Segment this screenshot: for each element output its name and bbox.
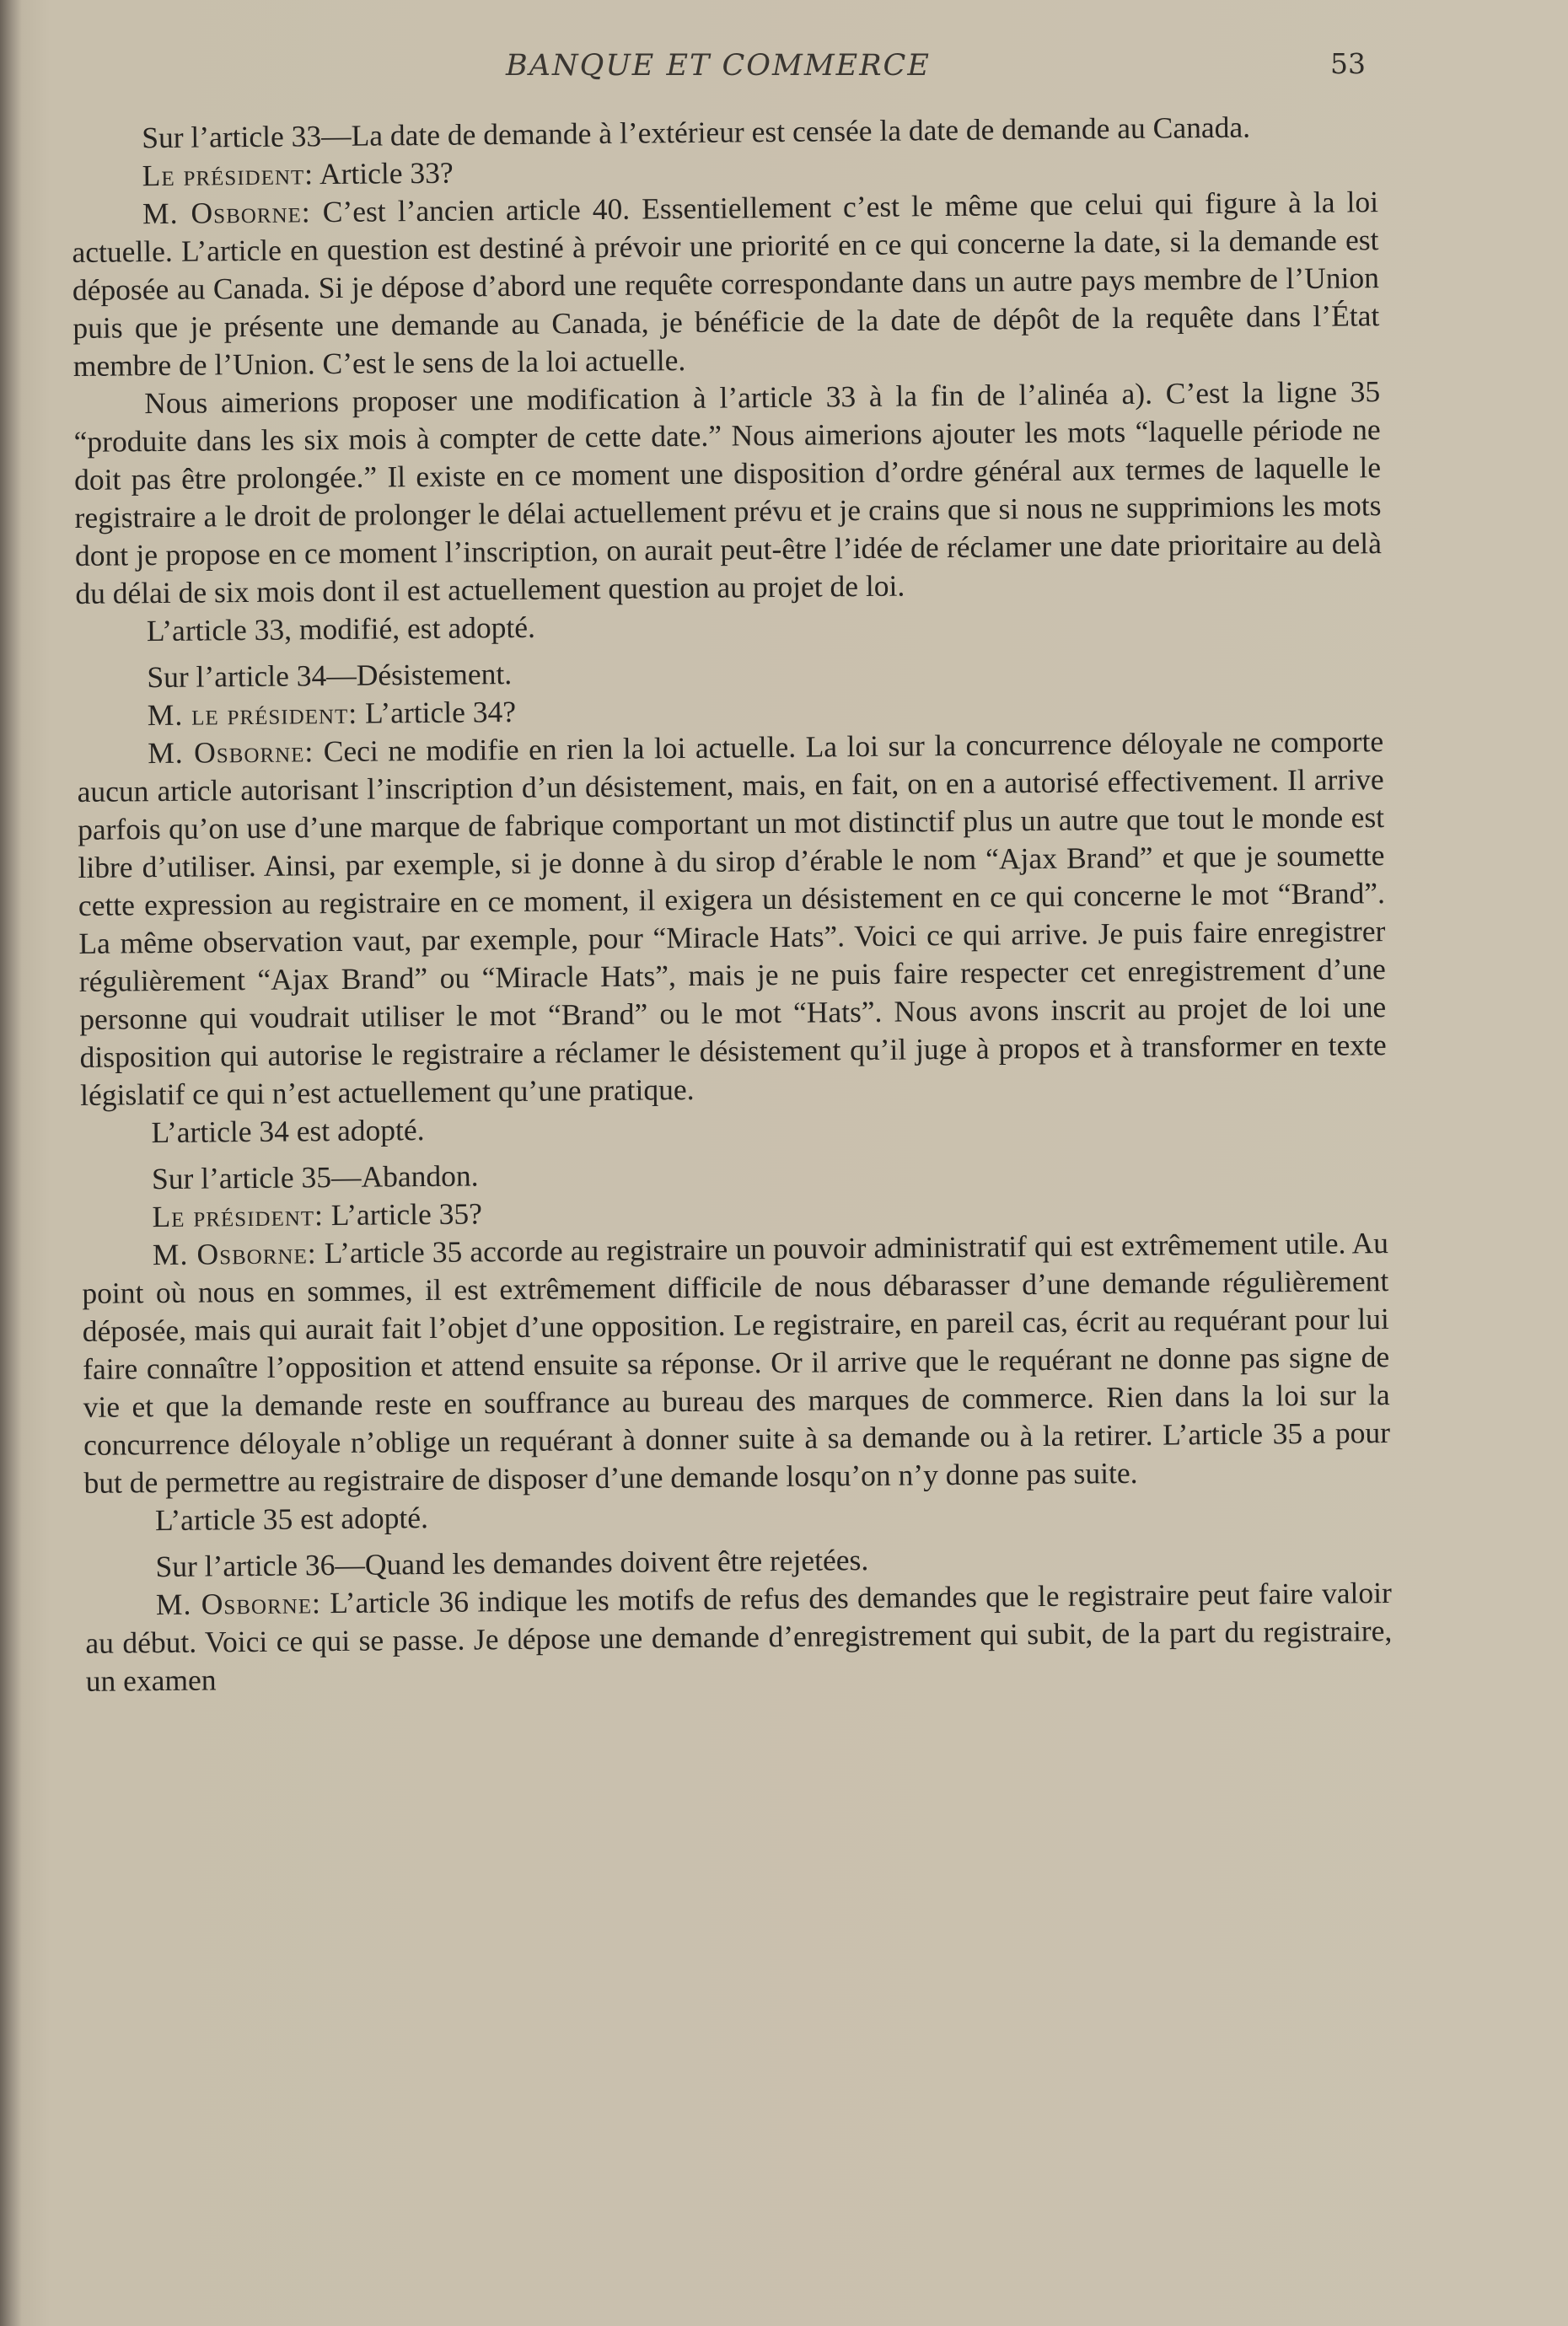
paragraph xyxy=(77,723,1387,1115)
paragraph-text: Sur l’article 33—La date de demande à l’extérieur est censée la date de demande au Canada. xyxy=(142,110,1251,155)
running-title: BANQUE ET COMMERCE xyxy=(506,49,931,83)
speaker: M. Osborne: xyxy=(148,734,314,771)
speaker: M. le président: xyxy=(147,696,358,733)
paragraph-text: Sur l’article 34—Désistement. xyxy=(147,657,513,695)
paragraph-text: Nous aimerions proposer une modification à l’article 33 à la fin de l’alinéa a). C’est la ligne 35 “produite dans les six mois à compter de cette date.” Nous aimerions ajouter les mots “laquelle période ne doit pas être prolongée.” Il existe en ce moment une disposition d’ordre général aux termes de laquelle le registraire a le droit de prolonger le délai actuellement prévu et je crains que si nous ne supprimions les mots dont je propose en ce moment l’inscription, on aurait peut-être l’idée de réclamer une date prioritaire au delà du délai de six mois dont il est actuellement question au projet de loi. xyxy=(73,374,1383,610)
paragraph-text: L’article 34? xyxy=(364,694,517,730)
page-number: 53 xyxy=(1330,47,1366,80)
paragraph xyxy=(82,1224,1391,1502)
speaker: M. Osborne: xyxy=(142,195,311,231)
paragraph-text: Sur l’article 36—Quand les demandes doivent être rejetées. xyxy=(155,1542,869,1584)
paragraph-text: L’article 35 accorde au registraire un pouvoir administratif qui est extrêmement utile. Au point où nous en sommes, il est extrêmement difficile de nous débarasser d’une demande régulièrement déposée, mais qui aurait fait l’objet d’une opposition. Le registraire, en pareil cas, écrit au requérant pour lui faire connaître l’opposition et attend ensuite sa réponse. Or il arrive que le requérant ne donne pas signe de vie et que la demande reste en souffrance au bureau des marques de commerce. Rien dans la loi sur la concurrence déloyale n’oblige un requérant à donner suite à sa demande ou à la retirer. L’article 35 a pour but de permettre au registraire de disposer d’une demande losqu’on n’y donne pas suite. xyxy=(82,1226,1391,1500)
paragraph-text: L’article 35? xyxy=(330,1196,483,1233)
paragraph xyxy=(73,373,1383,613)
paragraph-text: L’article 35 est adopté. xyxy=(154,1501,429,1538)
speaker: Le président: xyxy=(142,157,314,193)
paragraph-text: L’article 36 indique les motifs de refus des demandes que le registraire peut faire valoir au début. Voici ce qui se passe. Je dépose une demande d’enregistrement qui subit, de la part du registraire, un examen xyxy=(85,1576,1393,1698)
paragraph xyxy=(85,1574,1393,1700)
paragraph-text: Article 33? xyxy=(319,155,454,191)
paragraph-text: Sur l’article 35—Abandon. xyxy=(151,1158,479,1196)
speaker: M. Osborne: xyxy=(152,1236,317,1272)
speaker: M. Osborne: xyxy=(155,1586,322,1622)
paragraph-text: C’est l’ancien article 40. Essentiellement c’est le même que celui qui figure à la loi actuelle. L’article en question est destiné à prévoir une priorité en ce qui concerne la date, si la demande est déposée au Canada. Si je dépose d’abord une requête correspondante dans un autre pays membre de l’Union puis que je présente une demande au Canada, je bénéficie de la date de dépôt de la requête dans l’État membre de l’Union. C’est le sens de la loi actuelle. xyxy=(72,185,1380,383)
paragraph-text: L’article 33, modifié, est adopté. xyxy=(146,610,536,648)
page-body xyxy=(71,107,1393,1700)
speaker: Le président: xyxy=(152,1198,325,1234)
paragraph-text: L’article 34 est adopté. xyxy=(151,1113,425,1150)
page-header xyxy=(0,44,1568,94)
paragraph-text: Ceci ne modifie en rien la loi actuelle. La loi sur la concurrence déloyale ne comporte aucun article autorisant l’inscription d’un désistement, mais, en fait, on en a autorisé effectivement. Il arrive parfois qu’on use d’une marque de fabrique comportant un mot distinctif plus un autre que tout le monde est libre d’utiliser. Ainsi, par exemple, si je donne à du sirop d’érable le nom “Ajax Brand” et que je soumette cette expression au registraire en ce moment, il exigera un désistement en ce qui concerne le mot “Brand”. La même observation vaut, par exemple, pour “Miracle Hats”. Voici ce qui arrive. Je puis faire enregistrer régulièrement “Ajax Brand” ou “Miracle Hats”, mais je ne puis faire respecter cet enregistrement d’une personne qui voudrait utiliser le mot “Brand” ou le mot “Hats”. Nous avons inscrit au projet de loi une disposition qui autorise le registraire a réclamer le désistement qu’il juge à propos et à transformer en texte législatif ce qui n’est actuellement qu’une pratique. xyxy=(77,724,1387,1112)
paragraph xyxy=(72,183,1380,385)
